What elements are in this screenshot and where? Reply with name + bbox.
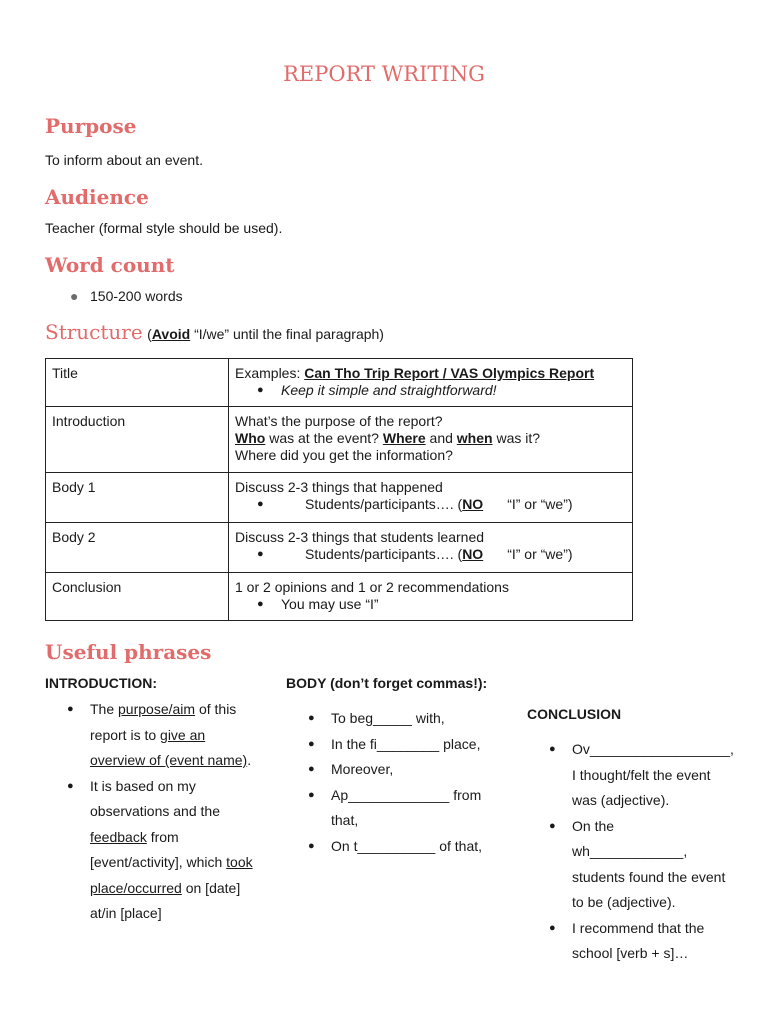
- row-label: Introduction: [46, 407, 229, 473]
- row-label: Conclusion: [46, 573, 229, 621]
- row-content: 1 or 2 opinions and 1 or 2 recommendations ● You may use “I”: [229, 573, 633, 621]
- conclusion-heading: CONCLUSION: [527, 706, 622, 722]
- body-heading: BODY (don’t forget commas!):: [286, 675, 488, 691]
- list-item: ● Ov__________________, I thought/felt the event was (adjective).: [527, 737, 727, 814]
- table-row: [46, 473, 633, 523]
- conclusion-column: [527, 706, 734, 967]
- list-item: ● In the fi________ place,: [286, 732, 491, 758]
- structure-table: [45, 358, 633, 621]
- row-label: Body 2: [46, 523, 229, 573]
- list-item: ● The purpose/aim of this report is to give an overview of (event name).: [45, 697, 255, 774]
- list-item: ● Ap_____________ from that,: [286, 783, 491, 834]
- useful-phrases-heading: Useful phrases: [45, 640, 212, 664]
- audience-heading: Audience: [45, 185, 149, 209]
- purpose-text: To inform about an event.: [45, 152, 203, 168]
- structure-header: [45, 320, 384, 344]
- row-label: Title: [46, 359, 229, 407]
- introduction-column: [45, 675, 255, 927]
- conclusion-list: [527, 737, 734, 967]
- introduction-heading: INTRODUCTION:: [45, 675, 157, 691]
- table-row: [46, 523, 633, 573]
- list-item: ● Moreover,: [286, 757, 491, 783]
- row-content: What’s the purpose of the report? Who was at the event? Where and when was it? Where did you get the information?: [229, 407, 633, 473]
- table-row: [46, 359, 633, 407]
- audience-text: Teacher (formal style should be used).: [45, 220, 283, 236]
- list-item: ● It is based on my observations and the feedback from [event/activity], which took place/occurred on [date] at/in [place]: [45, 774, 255, 927]
- list-item: ● On t__________ of that,: [286, 834, 491, 860]
- row-content: Examples: Can Tho Trip Report / VAS Olympics Report ● Keep it simple and straightforward!: [229, 359, 633, 407]
- word-count-heading: Word count: [45, 253, 175, 277]
- page-title: REPORT WRITING: [283, 62, 485, 86]
- row-content: Discuss 2-3 things that happened ● Students/participants…. (NO“I” or “we”): [229, 473, 633, 523]
- structure-note: (Avoid “I/we” until the final paragraph): [147, 326, 384, 342]
- purpose-heading: Purpose: [45, 114, 137, 138]
- structure-heading: Structure: [45, 320, 143, 344]
- table-row: [46, 407, 633, 473]
- list-item: ● I recommend that the school [verb + s]…: [527, 916, 727, 967]
- body-column: [286, 675, 491, 859]
- list-item: ● To beg_____ with,: [286, 706, 491, 732]
- row-label: Body 1: [46, 473, 229, 523]
- row-content: Discuss 2-3 things that students learned ● Students/participants…. (NO“I” or “we”): [229, 523, 633, 573]
- bullet-icon: ●: [70, 288, 79, 304]
- body-list: [286, 706, 491, 859]
- introduction-list: [45, 697, 255, 927]
- list-item: ● On the wh____________, students found the event to be (adjective).: [527, 814, 727, 916]
- word-count-item: ● 150-200 words: [70, 288, 183, 304]
- table-row: [46, 573, 633, 621]
